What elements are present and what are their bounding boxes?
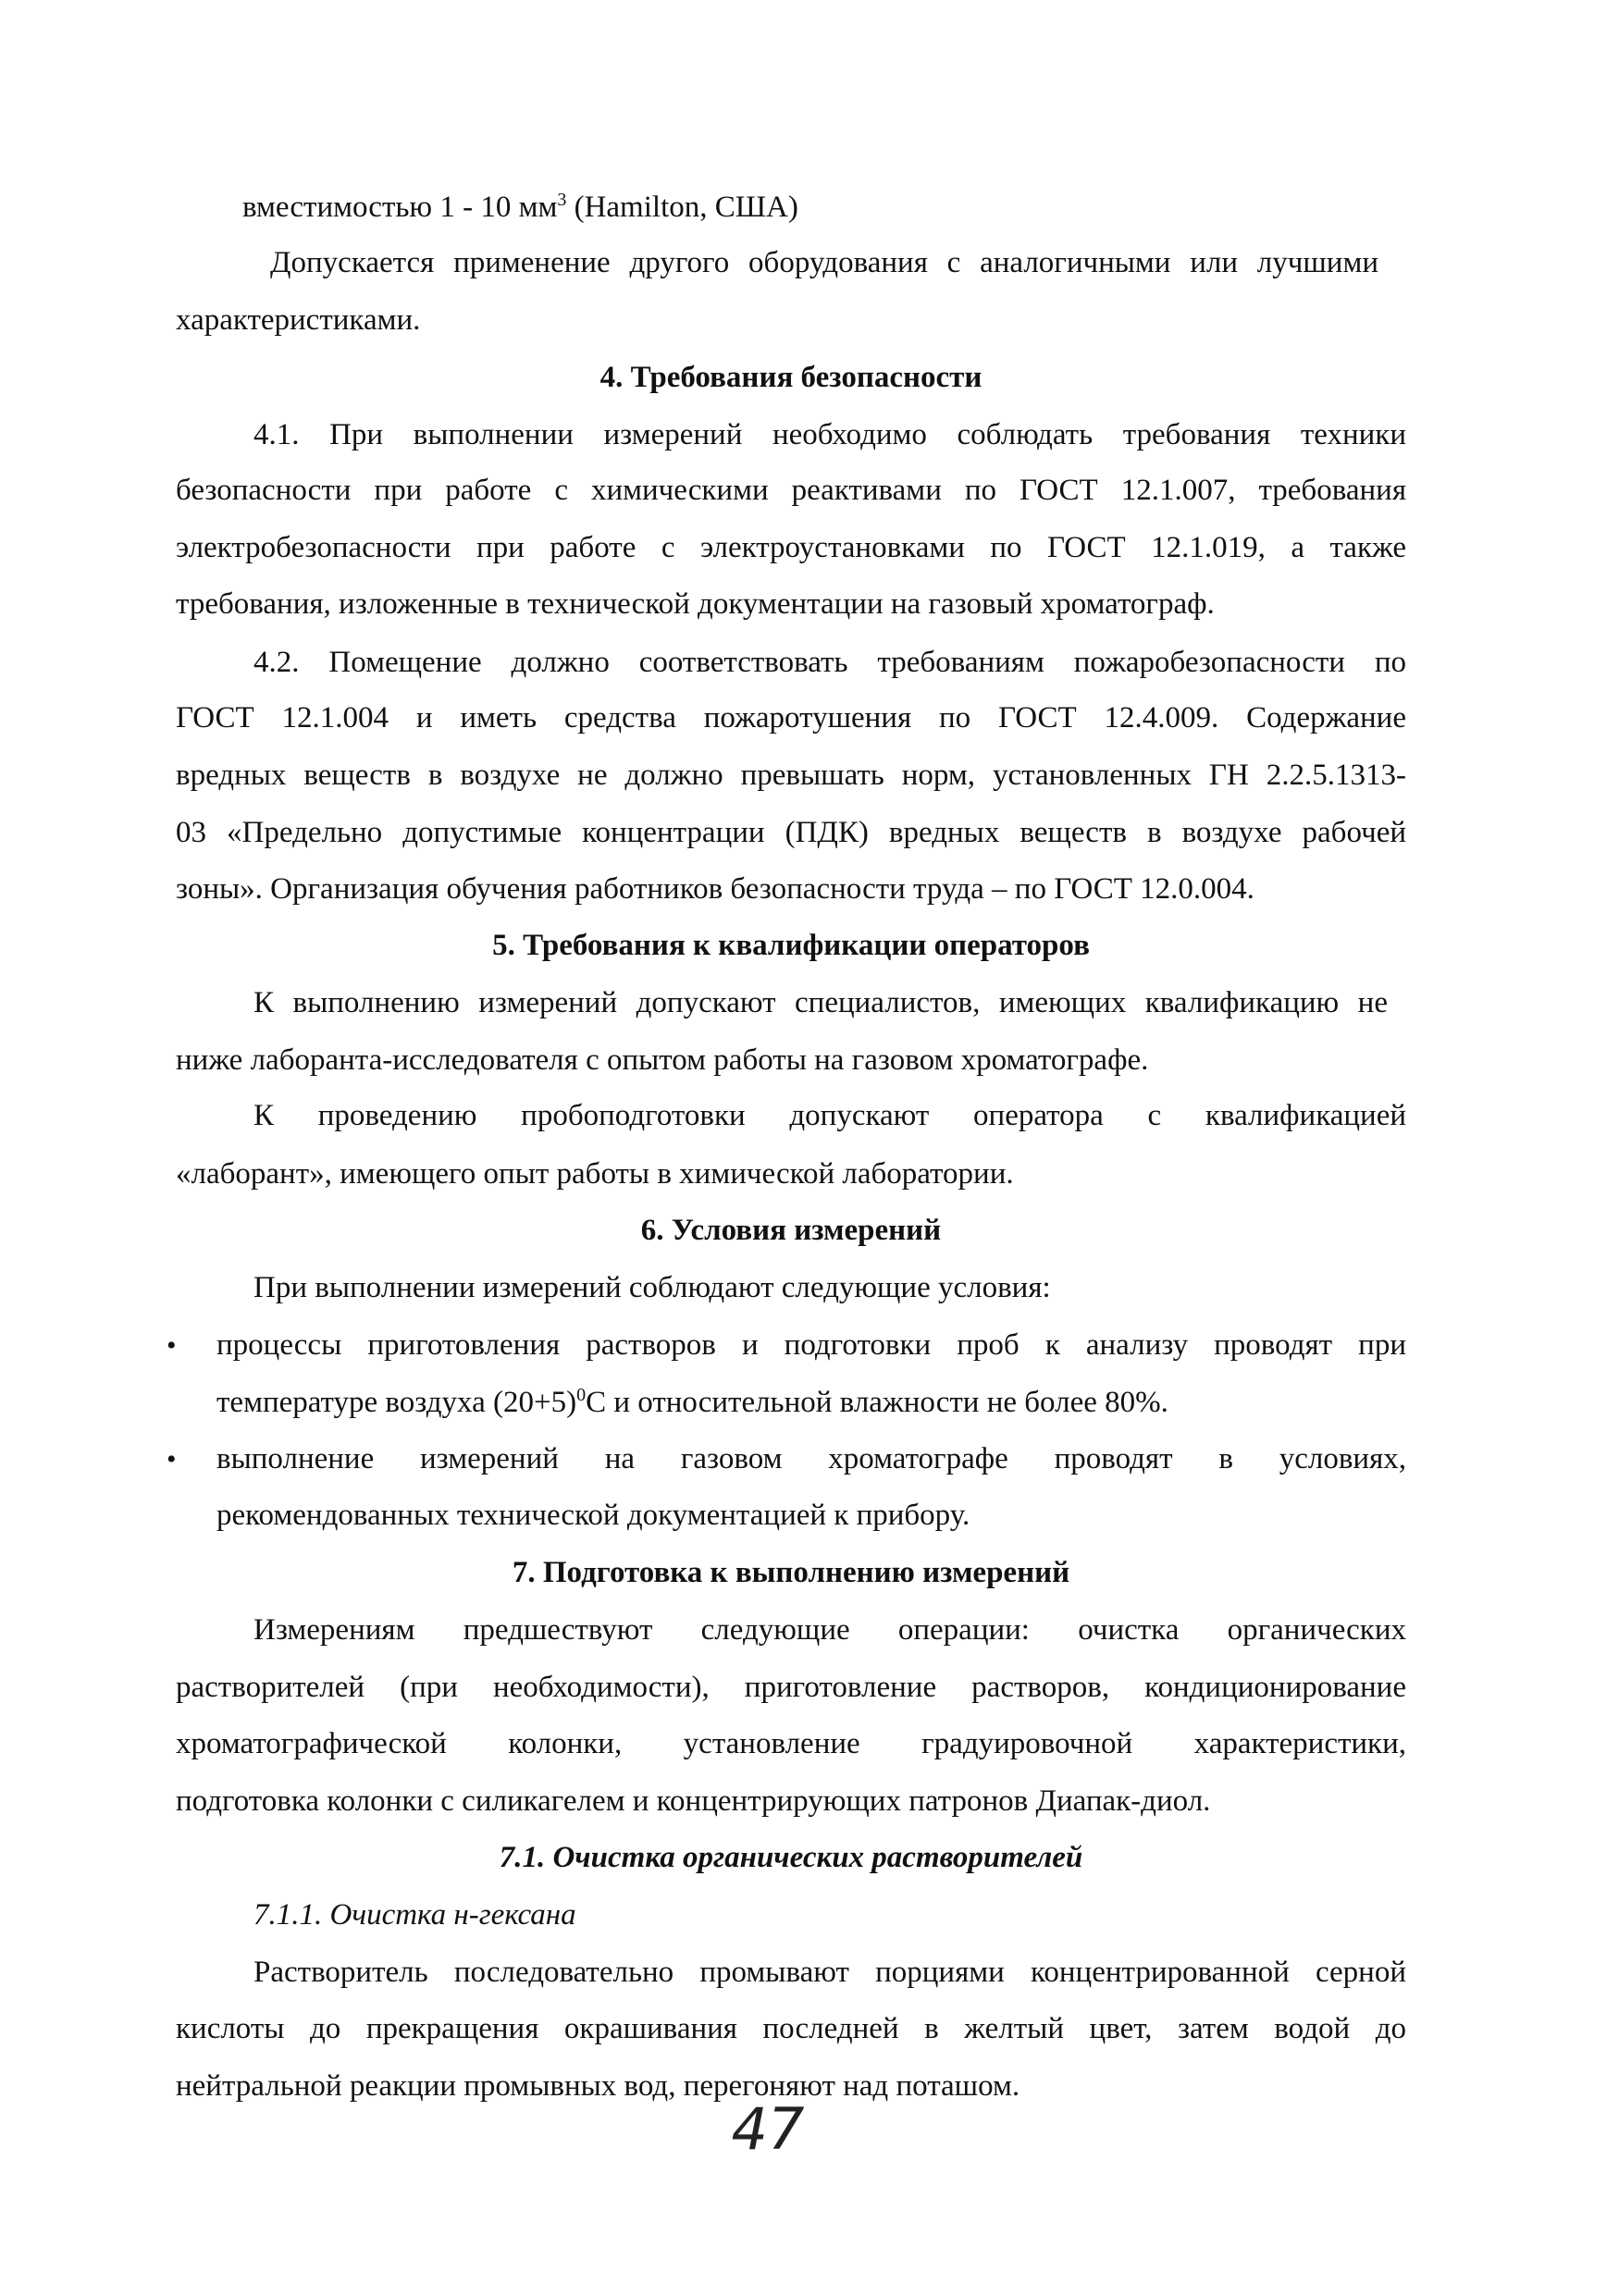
paragraph-4-2-line: 4.2. Помещение должно соответствовать требованиям пожаробезопасности по xyxy=(253,646,1406,679)
section-4-heading: 4. Требования безопасности xyxy=(599,361,983,394)
paragraph-4-2-line: 03 «Предельно допустимые концентрации (ПДК) вредных веществ в воздухе рабочей xyxy=(176,816,1406,849)
intro-paragraph-line: характеристиками. xyxy=(176,303,421,337)
section-7-heading: 7. Подготовка к выполнению измерений xyxy=(512,1556,1070,1589)
section-6-heading: 6. Условия измерений xyxy=(640,1214,942,1247)
paragraph-4-2-line: вредных веществ в воздухе не должно превышать норм, установленных ГН 2.2.5.1313- xyxy=(176,759,1406,792)
bullet-2-line: выполнение измерений на газовом хроматографе проводят в условиях, xyxy=(216,1442,1406,1475)
paragraph-4-1-line: 4.1. При выполнении измерений необходимо соблюдать требования техники xyxy=(253,418,1406,451)
section-5-heading: 5. Требования к квалификации операторов xyxy=(492,929,1090,962)
intro-line: вместимостью 1 - 10 $мм^3$ (Hamilton, США) xyxy=(242,190,798,224)
paragraph-7-line: растворителей (при необходимости), приготовление растворов, кондиционирование xyxy=(176,1671,1406,1704)
paragraph-7-line: хроматографической колонки, установление градуировочной характеристики, xyxy=(176,1727,1406,1760)
paragraph-5-2-line: «лаборант», имеющего опыт работы в химической лаборатории. xyxy=(176,1157,1014,1191)
section-6-intro: При выполнении измерений соблюдают следующие условия: xyxy=(253,1271,1051,1304)
paragraph-4-1-line: безопасности при работе с химическими реактивами по ГОСТ 12.1.007, требования xyxy=(176,474,1406,507)
intro-paragraph-line: Допускается применение другого оборудования с аналогичными или лучшими xyxy=(270,246,1378,279)
paragraph-5-2-line: К проведению пробоподготовки допускают оператора с квалификацией xyxy=(253,1099,1406,1132)
bullet-2-line: рекомендованных технической документацией к прибору. xyxy=(216,1499,970,1532)
bullet-icon: • xyxy=(167,1330,177,1361)
paragraph-7-1-1-line: Растворитель последовательно промывают порциями концентрированной серной xyxy=(253,1956,1406,1989)
paragraph-4-1-line: требования, изложенные в технической документации на газовый хроматограф. xyxy=(176,587,1215,621)
page-number: 47 xyxy=(731,2095,805,2163)
subsection-7-1-1-heading: 7.1.1. Очистка н-гексана xyxy=(253,1898,576,1932)
paragraph-7-1-1-line: кислоты до прекращения окрашивания последней в желтый цвет, затем водой до xyxy=(176,2012,1406,2045)
paragraph-5-1-line: К выполнению измерений допускают специалистов, имеющих квалификацию не xyxy=(253,986,1388,1019)
paragraph-5-1-line: ниже лаборанта-исследователя с опытом работы на газовом хроматографе. xyxy=(176,1043,1149,1077)
paragraph-4-2-line: ГОСТ 12.1.004 и иметь средства пожаротушения по ГОСТ 12.4.009. Содержание xyxy=(176,701,1406,734)
paragraph-4-2-line: зоны». Организация обучения работников безопасности труда – по ГОСТ 12.0.004. xyxy=(176,872,1254,906)
bullet-1-line: процессы приготовления растворов и подготовки проб к анализу проводят при xyxy=(216,1328,1406,1362)
bullet-1-line: температуре воздуха $(20+5)^0С$ и относительной влажности не более 80%. xyxy=(216,1385,1168,1419)
paragraph-7-line: подготовка колонки с силикагелем и концентрирующих патронов Диапак-диол. xyxy=(176,1784,1211,1818)
subsection-7-1-heading: 7.1. Очистка органических растворителей xyxy=(499,1841,1083,1874)
bullet-icon: • xyxy=(167,1444,177,1475)
paragraph-7-line: Измерениям предшествуют следующие операции: очистка органических xyxy=(253,1613,1406,1647)
paragraph-7-1-1-line: нейтральной реакции промывных вод, перегоняют над поташом. xyxy=(176,2069,1020,2103)
paragraph-4-1-line: электробезопасности при работе с электроустановками по ГОСТ 12.1.019, а также xyxy=(176,531,1406,564)
